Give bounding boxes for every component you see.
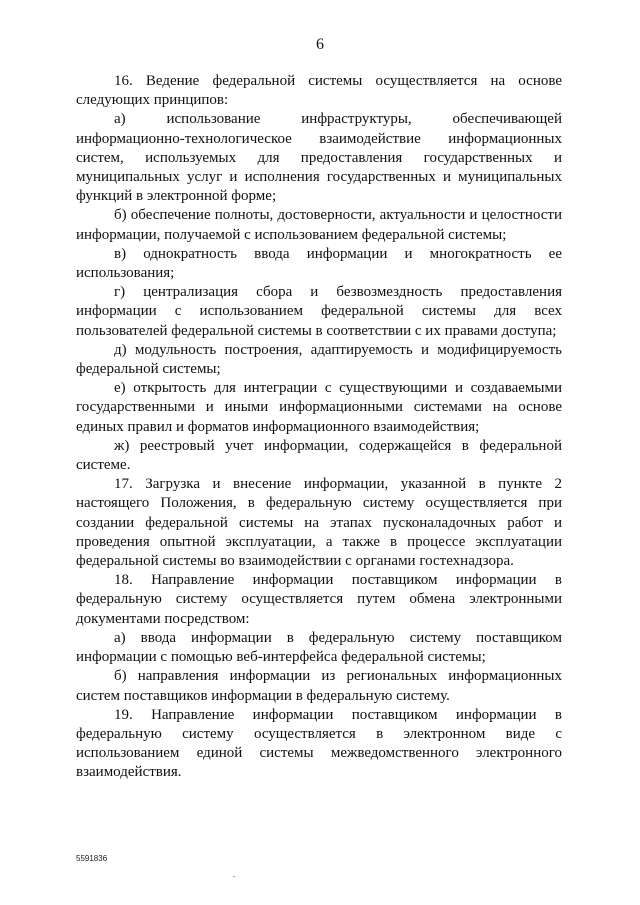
paragraph-19: 19. Направление информации поставщиком информации в федеральную систему осуществляется в электронном виде с использованием единой системы межведомственного электронного взаимодействия.	[76, 706, 562, 781]
page-number: 6	[316, 36, 324, 53]
paragraph-18-a: а) ввода информации в федеральную систему поставщиком информации с помощью веб-интерфейса федеральной системы;	[76, 629, 562, 666]
paragraph-16-e: е) открытость для интеграции с существующими и создаваемыми государственными и иными информационными системами на основе единых правил и форматов информационного взаимодействия;	[76, 380, 562, 435]
document-code: 5591836	[76, 854, 108, 863]
paragraph-16: 16. Ведение федеральной системы осуществляется на основе следующих принципов:	[76, 73, 562, 109]
paragraph-16-a: а) использование инфраструктуры, обеспечивающей информационно-технологическое взаимодействие информационных систем, используемых для предоставления государственных и муниципальных услуг и исполнения государственных и муниципальных функций в электронной форме;	[76, 111, 562, 205]
paragraph-16-b: б) обеспечение полноты, достоверности, актуальности и целостности информации, получаемой с использованием федеральной системы;	[76, 207, 562, 243]
paragraph-18: 18. Направление информации поставщиком информации в федеральную систему осуществляется путем обмена электронными документами посредством:	[76, 572, 562, 627]
paragraph-16-zh: ж) реестровый учет информации, содержащейся в федеральной системе.	[76, 437, 562, 474]
scan-speck	[233, 876, 235, 877]
paragraph-17: 17. Загрузка и внесение информации, указанной в пункте 2 настоящего Положения, в федеральную систему осуществляется при создании федеральной системы на этапах пусконаладочных работ и проведения опытной эксплуатации, а также в процессе эксплуатации федеральной системы во взаимодействии с органами гостехнадзора.	[76, 476, 562, 570]
paragraph-18-b: б) направления информации из региональных информационных систем поставщиков информации в федеральную систему.	[76, 668, 562, 704]
paragraph-16-d: д) модульность построения, адаптируемость и модифицируемость федеральной системы;	[76, 341, 562, 378]
paragraph-16-g: г) централизация сбора и безвозмездность предоставления информации с использованием федеральной системы для всех пользователей федеральной системы в соответствии с их правами доступа;	[76, 284, 562, 339]
document-body	[76, 72, 562, 783]
paragraph-16-v: в) однократность ввода информации и многократность ее использования;	[76, 245, 562, 282]
